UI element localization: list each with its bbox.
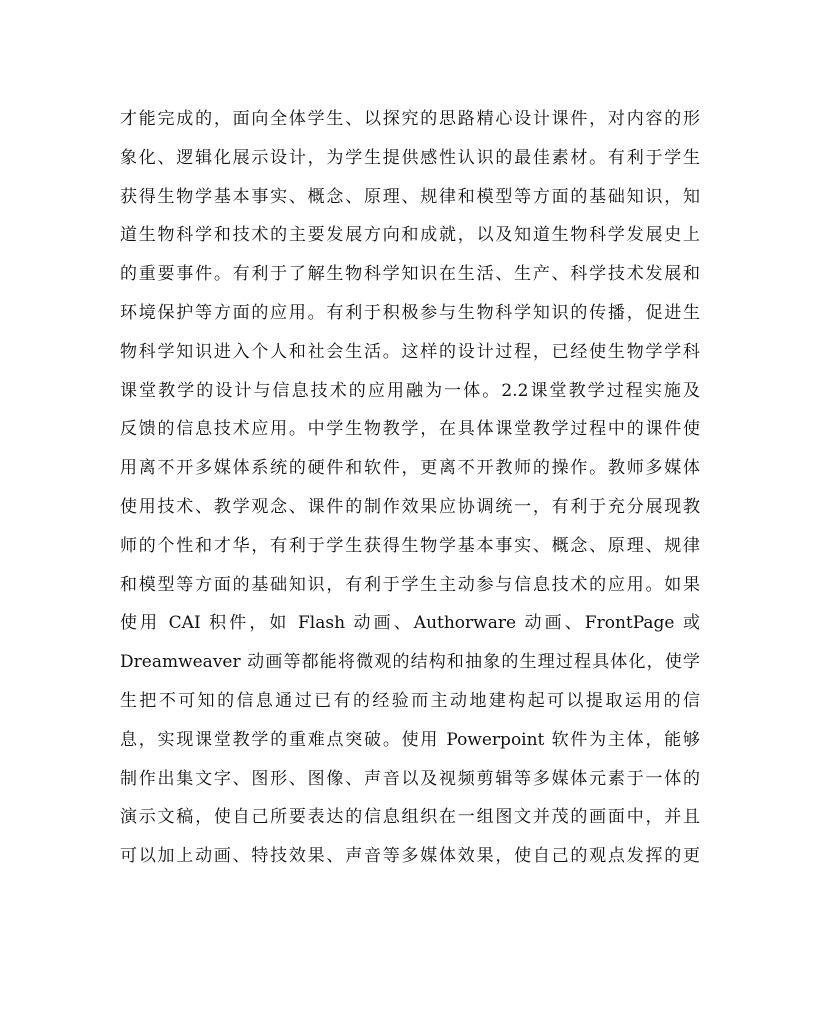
text-line: 获得生物学基本事实、概念、原理、规律和模型等方面的基础知识，知 [120, 186, 700, 207]
text-line: 反馈的信息技术应用。中学生物教学，在具体课堂教学过程中的课件使 [120, 419, 700, 440]
text-line: 象化、逻辑化展示设计，为学生提供感性认识的最佳素材。有利于学生 [120, 147, 700, 168]
text-line: 才能完成的，面向全体学生、以探究的思路精心设计课件，对内容的形 [120, 109, 700, 129]
text-line: Dreamweaver 动画等都能将微观的结构和抽象的生理过程具体化，使学 [120, 652, 700, 673]
text-line: 环境保护等方面的应用。有利于积极参与生物科学知识的传播，促进生 [120, 302, 700, 323]
text-line: 使用 CAI 积件，如 Flash 动画、Authorware 动画、FrontPage 或 [120, 613, 700, 634]
text-line: 和模型等方面的基础知识，有利于学生主动参与信息技术的应用。如果 [120, 574, 700, 595]
text-line: 息，实现课堂教学的重难点突破。使用 Powerpoint 软件为主体，能够 [120, 729, 700, 750]
text-line: 用离不开多媒体系统的硬件和软件，更离不开教师的操作。教师多媒体 [120, 458, 700, 479]
text-line: 师的个性和才华，有利于学生获得生物学基本事实、概念、原理、规律 [120, 535, 700, 556]
body-text [120, 100, 700, 876]
text-line: 演示文稿，使自己所要表达的信息组织在一组图文并茂的画面中，并且 [120, 807, 700, 828]
text-line: 道生物科学和技术的主要发展方向和成就，以及知道生物科学发展史上 [120, 225, 700, 246]
text-line: 物科学知识进入个人和社会生活。这样的设计过程，已经使生物学学科 [120, 341, 700, 362]
text-line: 使用技术、教学观念、课件的制作效果应协调统一，有利于充分展现教 [120, 496, 700, 517]
text-line: 的重要事件。有利于了解生物科学知识在生活、生产、科学技术发展和 [120, 264, 700, 285]
text-line: 生把不可知的信息通过已有的经验而主动地建构起可以提取运用的信 [120, 690, 700, 711]
text-line: 可以加上动画、特技效果、声音等多媒体效果，使自己的观点发挥的更 [120, 846, 700, 867]
text-line: 课堂教学的设计与信息技术的应用融为一体。2.2课堂教学过程实施及 [120, 380, 700, 401]
text-line: 制作出集文字、图形、图像、声音以及视频剪辑等多媒体元素于一体的 [120, 768, 700, 789]
